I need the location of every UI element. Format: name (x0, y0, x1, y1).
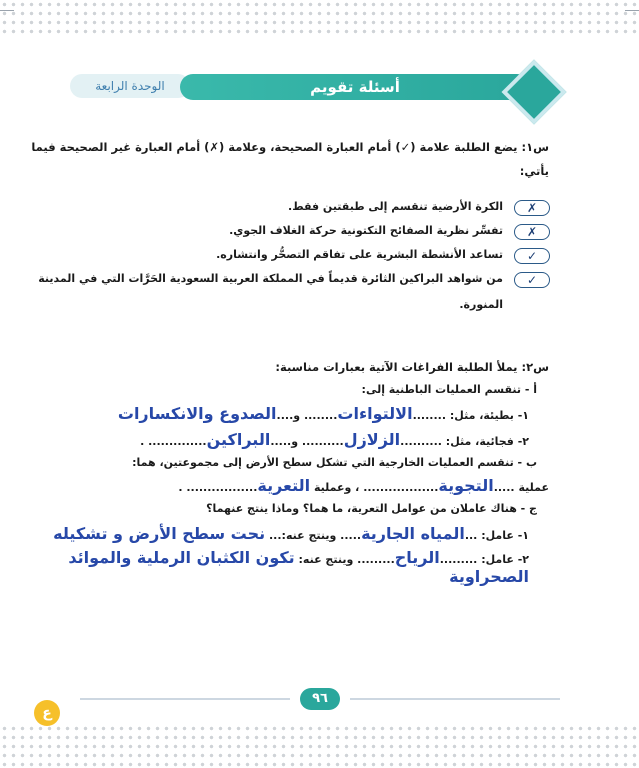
footer-divider (350, 698, 560, 700)
answer-text: المياه الجارية (361, 524, 465, 543)
answer-text: الصدوع والانكسارات (117, 404, 277, 423)
publisher-logo-icon: ع (34, 700, 60, 726)
top-dot-pattern (0, 0, 639, 34)
q1-statement: تساعد الأنشطة البشرية على تفاقم التصحُّر وانتشاره. (216, 248, 503, 261)
q2c-line2: ٢- عامل: .........الرياح......... وينتج عنه: تكون الكثبان الرملية والموائد الصحراوية (68, 548, 529, 586)
line-end: . (178, 481, 183, 494)
answer-text: تكون الكثبان الرملية والموائد الصحراوية (68, 548, 529, 586)
answer-text: البراكين (206, 430, 271, 449)
check-mark-icon: ✓ (514, 272, 550, 288)
answer-text: نحت سطح الأرض و تشكيله (53, 524, 266, 543)
line-connector: وينتج عنه: (298, 553, 354, 566)
q1-statement: من شواهد البراكين الثائرة قديماً في المملكة العربية السعودية الحَرَّات التي في المدينة (38, 272, 503, 285)
section-title: أسئلة تقويم (180, 74, 530, 100)
line-prefix: ١- بطيئة، مثل: (449, 409, 529, 422)
header-diamond-icon (500, 58, 560, 118)
crop-mark (625, 10, 639, 11)
answer-text: الالتواءات (337, 404, 413, 423)
line-connector: وينتج عنه: (281, 529, 337, 542)
q2b-line: عملية .....التجوية.................. ، وعملية التعرية................. . (178, 476, 549, 495)
answer-text: الزلازل (343, 430, 401, 449)
page-number: ٩٦ (300, 688, 340, 710)
line-prefix: ٢- عامل: (481, 553, 529, 566)
q2b-heading: ب - تنقسم العمليات الخارجية التي تشكل سطح الأرض إلى مجموعتين، هما: (132, 456, 537, 469)
q2c-line1: ١- عامل: ...المياه الجارية..... وينتج عنه:... نحت سطح الأرض و تشكيله (53, 524, 529, 543)
footer-divider (80, 698, 290, 700)
answer-text: التعرية (257, 476, 311, 495)
q1-statement: تفسِّر نظرية الصفائح التكتونية حركة الغلاف الجوي. (229, 224, 503, 237)
q1-statement: الكرة الأرضية تنقسم إلى طبقتين فقط. (288, 200, 503, 213)
answer-text: التجوية (438, 476, 494, 495)
q2a-heading: أ - تنقسم العمليات الباطنية إلى: (361, 383, 537, 396)
q2a-line2: ٢- فجائية، مثل: ..........الزلازل.......... و.....البراكين.............. . (140, 430, 529, 449)
cross-mark-icon: ✗ (514, 224, 550, 240)
line-end: . (140, 435, 145, 448)
q1-title-cont: يأتي: (519, 164, 549, 178)
q1-statement-cont: المنورة. (459, 298, 503, 311)
line-prefix: ٢- فجائية، مثل: (445, 435, 529, 448)
line-prefix: عملية (518, 481, 549, 494)
q2a-line1: ١- بطيئة، مثل: ........الالتواءات........ و....الصدوع والانكسارات (117, 404, 529, 423)
q1-title: س١: يضع الطلبة علامة (✓) أمام العبارة الصحيحة، وعلامة (✗) أمام العبارة غير الصحيحة فيما (31, 140, 549, 154)
line-connector: و (293, 409, 301, 422)
q2-title: س٢: يملأ الطلبة الفراغات الآتية بعبارات مناسبة: (275, 360, 549, 374)
check-mark-icon: ✓ (514, 248, 550, 264)
answer-text: الرياح (394, 548, 440, 567)
q2c-heading: ج - هناك عاملان من عوامل التعرية، ما هما؟ وماذا ينتج عنهما؟ (206, 502, 537, 515)
cross-mark-icon: ✗ (514, 200, 550, 216)
bottom-dot-pattern (0, 724, 639, 768)
unit-label: الوحدة الرابعة (70, 74, 190, 98)
line-prefix: ١- عامل: (481, 529, 529, 542)
crop-mark (0, 10, 14, 11)
line-connector: و (291, 435, 299, 448)
line-connector: ، وعملية (313, 481, 360, 494)
